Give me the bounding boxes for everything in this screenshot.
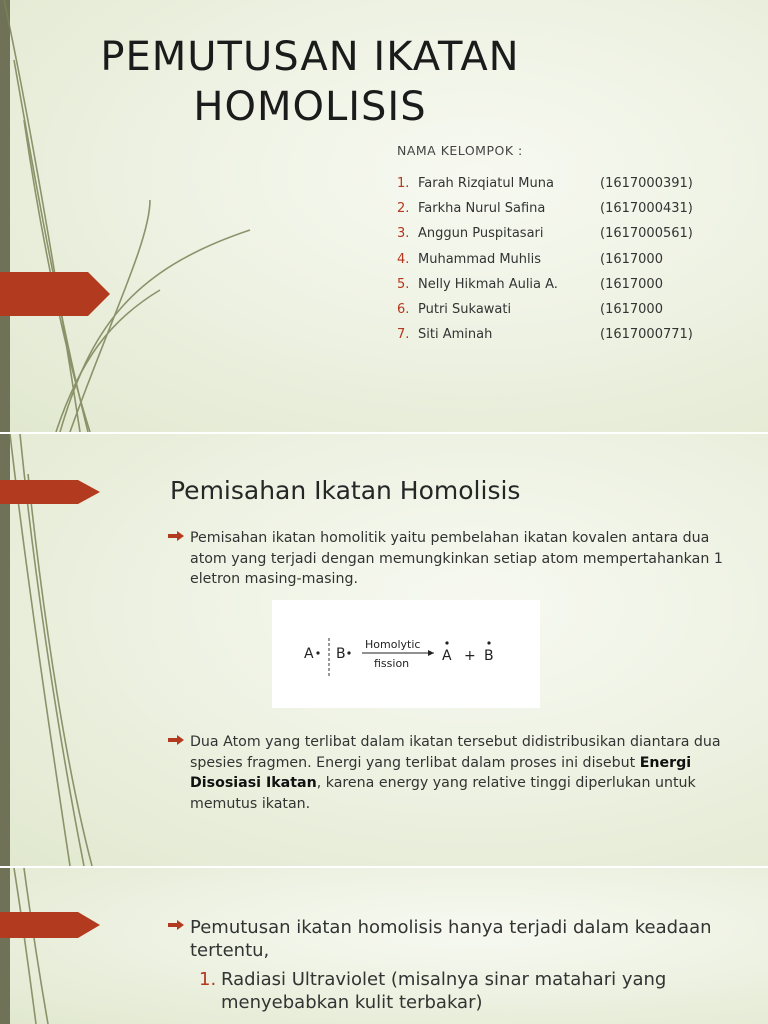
text-run: , karena energy yang relative tinggi diperlukan untuk memutus ikatan. <box>190 775 696 812</box>
member-nim: (1617000561) <box>600 226 693 242</box>
list-item <box>397 302 693 327</box>
member-name: Anggun Puspitasari <box>418 226 544 242</box>
list-item <box>397 252 693 277</box>
arrow-bullet-icon <box>168 531 184 541</box>
item-number: 1. <box>397 176 410 191</box>
radical-dot <box>487 641 490 644</box>
section-title: Pemisahan Ikatan Homolisis <box>170 476 521 505</box>
item-number: 7. <box>397 327 410 343</box>
item-number: 4. <box>397 251 410 267</box>
plus-sign: + <box>464 648 476 664</box>
item-number: 1. <box>199 969 217 990</box>
list-item <box>397 226 693 251</box>
product-b-label: B <box>484 648 494 664</box>
arrow-bottom-label: fission <box>374 657 410 670</box>
member-nim: (1617000431) <box>600 201 693 217</box>
atom-b-label: B <box>336 646 346 662</box>
bullet-text: Pemutusan ikatan homolisis hanya terjadi dalam keadaan tertentu, <box>190 917 712 961</box>
member-name: Siti Aminah <box>418 327 493 343</box>
content-slide <box>0 868 768 1024</box>
member-name: Muhammad Muhlis <box>418 251 542 267</box>
bullet-paragraph <box>168 732 728 814</box>
red-tab-marker <box>0 480 100 504</box>
bullet-paragraph <box>168 916 728 962</box>
arrow-bullet-icon <box>168 920 184 930</box>
member-name: Nelly Hikmah Aulia A. <box>418 276 558 292</box>
reaction-diagram <box>272 600 540 708</box>
item-number: 3. <box>397 226 410 242</box>
atom-a-label: A <box>304 646 314 662</box>
radical-dot <box>445 641 448 644</box>
bullet-text <box>168 732 728 814</box>
arrow-bullet-icon <box>168 735 184 745</box>
page-title <box>90 32 530 132</box>
list-item <box>397 176 693 201</box>
bold-term: Energi Disosiasi Ikatan <box>190 754 692 791</box>
arrow-head <box>428 650 434 656</box>
red-tab-marker <box>0 272 110 316</box>
item-number: 2. <box>397 201 410 217</box>
member-name: Farkha Nurul Safina <box>418 201 546 217</box>
numbered-subitem <box>199 968 719 1014</box>
member-name: Farah Rizqiatul Muna <box>418 176 554 191</box>
title-slide <box>0 0 768 432</box>
radical-dot <box>347 651 350 654</box>
member-nim: (1617000 <box>600 276 663 292</box>
item-number: 6. <box>397 301 410 317</box>
member-list <box>397 176 693 352</box>
subitem-text: Radiasi Ultraviolet (misalnya sinar matahari yang menyebabkan kulit terbakar) <box>221 969 667 1013</box>
title-line-1: PEMUTUSAN IKATAN <box>100 34 520 80</box>
member-name: Putri Sukawati <box>418 301 512 317</box>
bullet-paragraph <box>168 528 728 590</box>
bullet-text: Pemisahan ikatan homolitik yaitu pembelahan ikatan kovalen antara dua atom yang terjadi dengan memungkinkan setiap atom mempertahankan 1 eletron masing-masing. <box>190 530 723 587</box>
product-a-label: A <box>442 648 452 664</box>
list-item <box>397 201 693 226</box>
title-line-2: HOMOLISIS <box>193 84 427 130</box>
member-nim: (1617000391) <box>600 176 693 191</box>
item-number: 5. <box>397 276 410 292</box>
content-slide <box>0 434 768 866</box>
member-nim: (1617000 <box>600 251 663 267</box>
homolytic-fission-figure <box>272 600 540 708</box>
radical-dot <box>316 651 319 654</box>
list-item <box>397 277 693 302</box>
member-nim: (1617000 <box>600 301 663 317</box>
arrow-top-label: Homolytic <box>365 638 421 651</box>
group-label: NAMA KELOMPOK : <box>397 143 523 158</box>
list-item <box>397 327 693 352</box>
member-nim: (1617000771) <box>600 327 693 343</box>
red-tab-marker <box>0 912 100 938</box>
text-run: Dua Atom yang terlibat dalam ikatan tersebut didistribusikan diantara dua spesies fragmen. Energi yang terlibat dalam proses ini disebut <box>190 734 721 771</box>
